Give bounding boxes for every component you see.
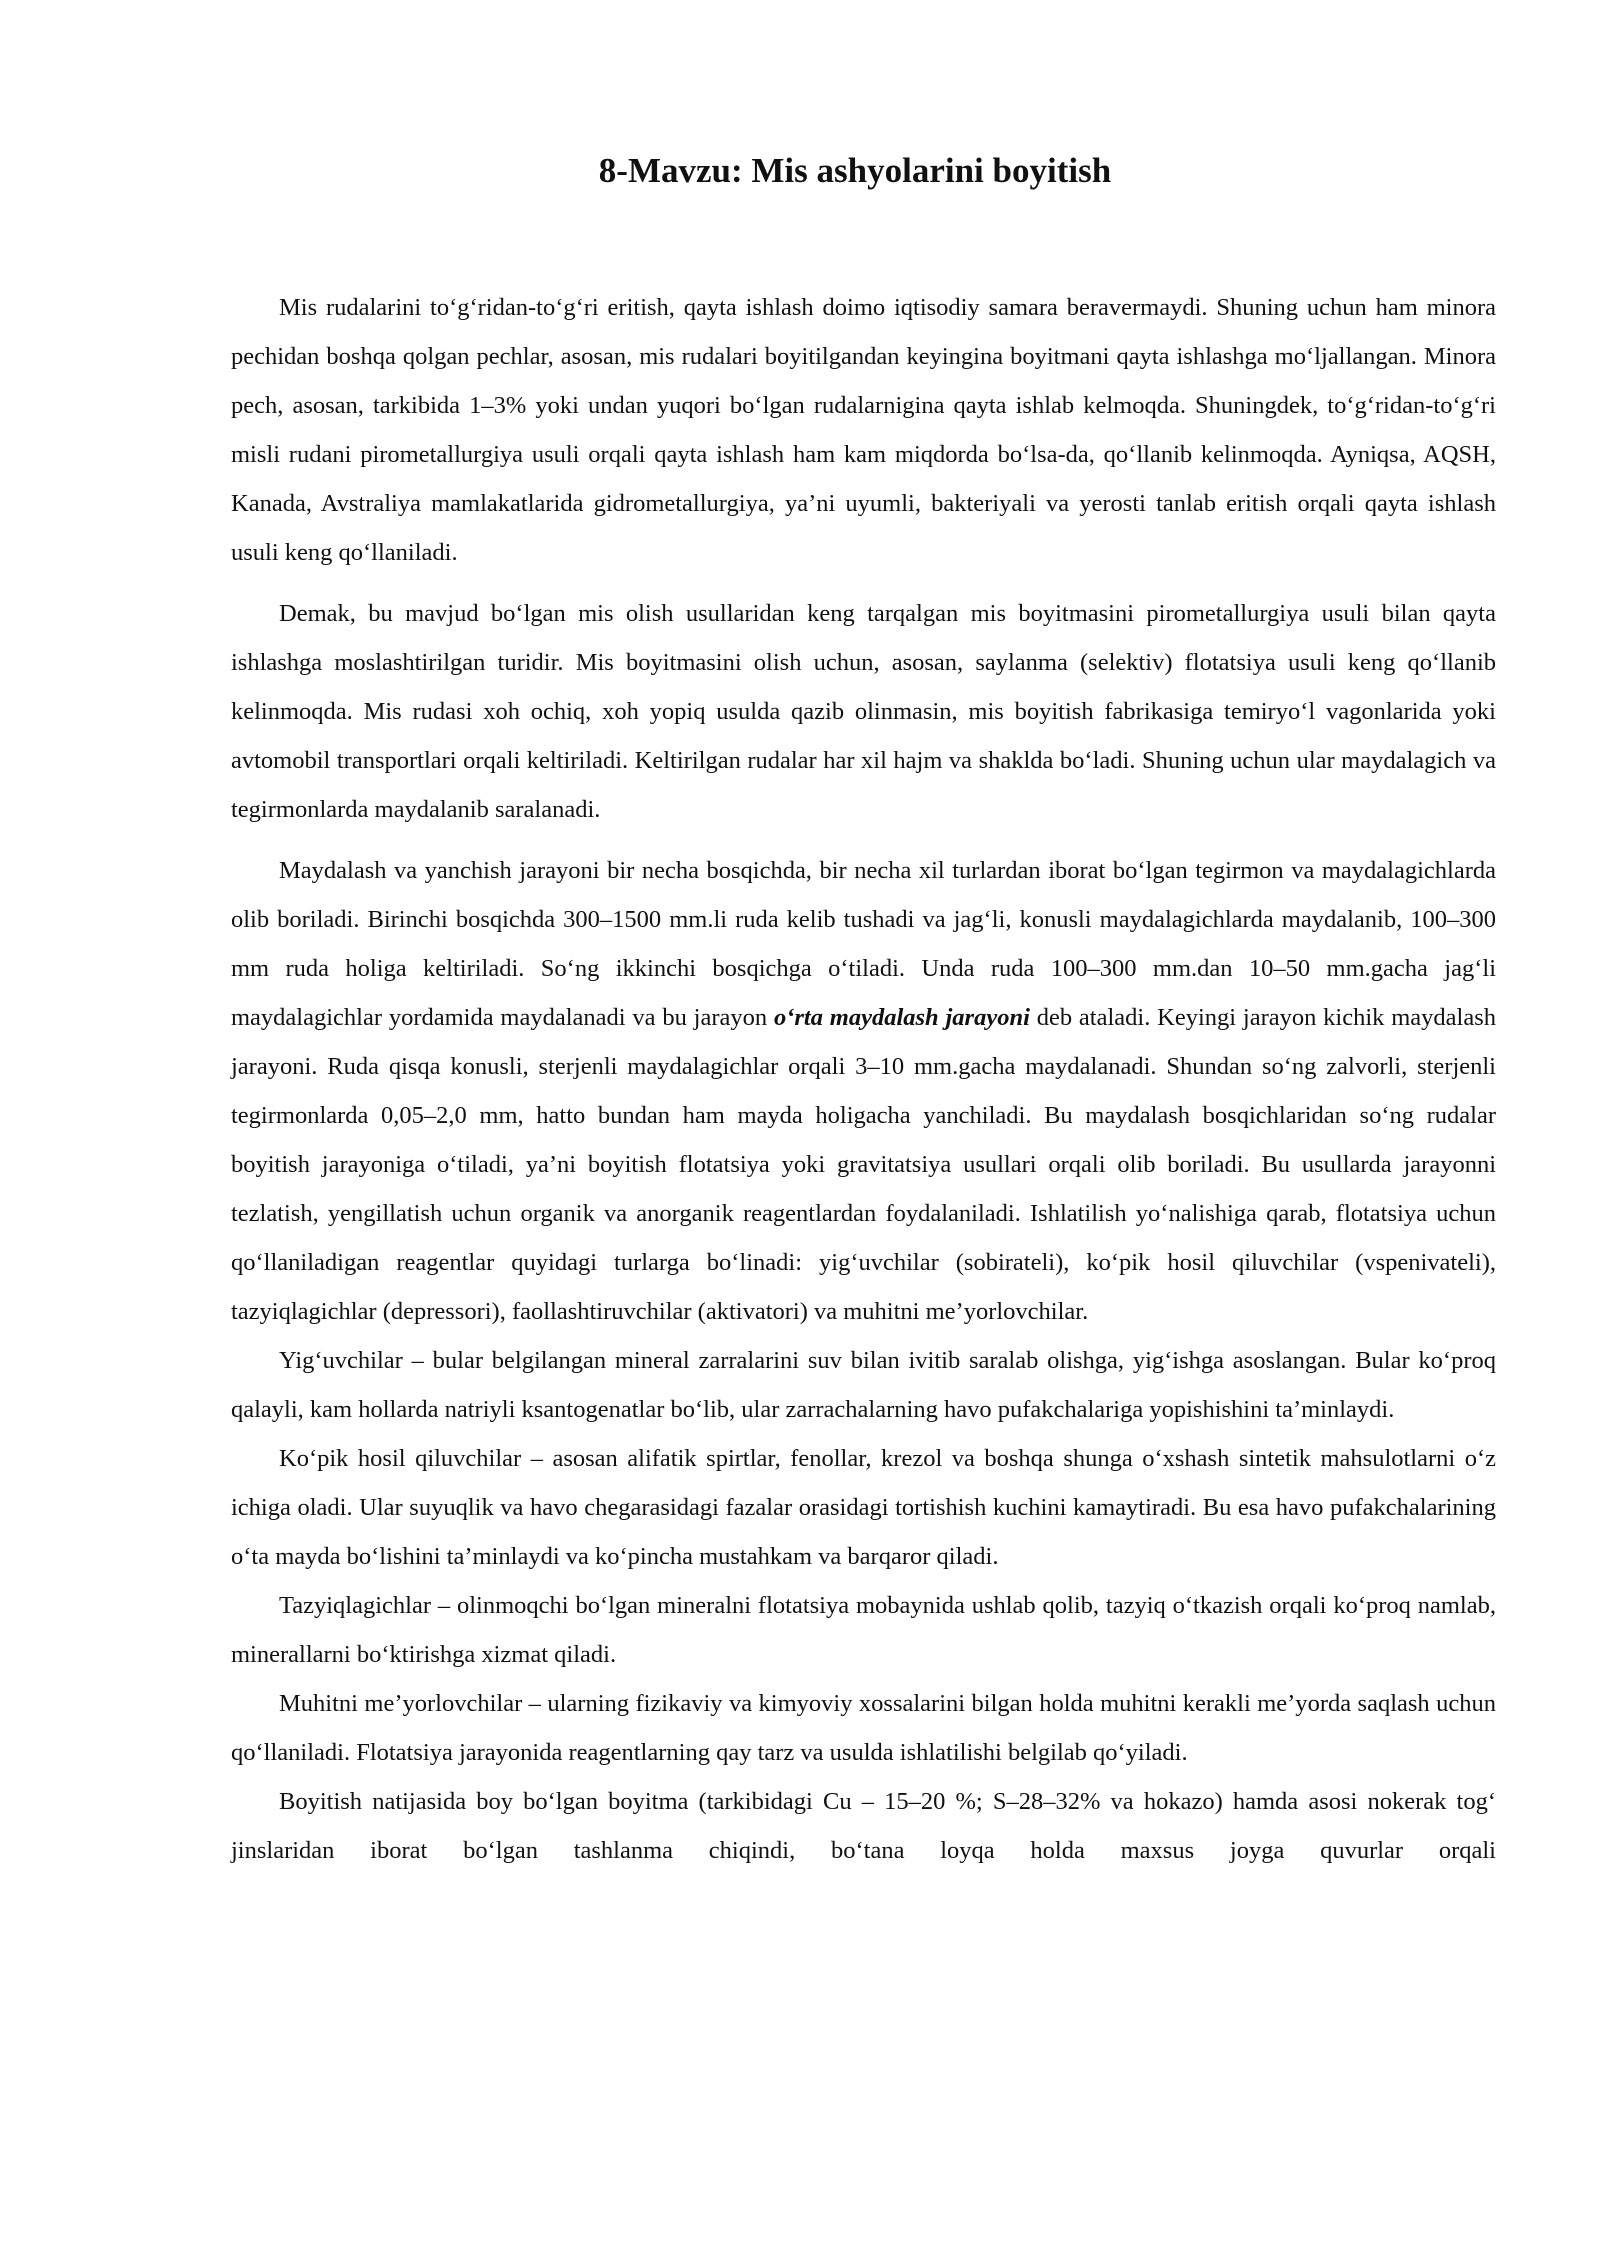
emphasized-term: o‘rta maydalash jarayoni xyxy=(773,1004,1030,1031)
paragraph-8: Boyitish natijasida boy bo‘lgan boyitma (tarkibidagi Cu – 15–20 %; S–28–32% va hokazo) hamda asosi nokerak tog‘ jinslaridan iborat bo‘lgan tashlanma chiqindi, bo‘tana loyqa holda maxsus joyga quvurlar orqali xyxy=(231,1788,1496,1864)
paragraph-4: Yig‘uvchilar – bular belgilangan mineral zarralarini suv bilan ivitib saralab olishga, yig‘ishga asoslangan. Bular ko‘proq qalayli, kam hollarda natriyli ksantogenatlar bo‘lib, ular zarrachalarning havo pufakchalariga yopishishini ta’minlaydi. xyxy=(231,1347,1496,1423)
paragraph-3 xyxy=(231,846,1496,1336)
paragraph-2: Demak, bu mavjud bo‘lgan mis olish usullaridan keng tarqalgan mis boyitmasini pirometallurgiya usuli bilan qayta ishlashga moslashtirilgan turidir. Mis boyitmasini olish uchun, asosan, saylanma (selektiv) flotatsiya usuli keng qo‘llanib kelinmoqda. Mis rudasi xoh ochiq, xoh yopiq usulda qazib olinmasin, mis boyitish fabrikasiga temiryo‘l vagonlarida yoki avtomobil transportlari orqali keltiriladi. Keltirilgan rudalar har xil hajm va shaklda bo‘ladi. Shuning uchun ular maydalagich va tegirmonlarda maydalanib saralanadi. xyxy=(231,600,1496,823)
paragraph-1: Mis rudalarini to‘g‘ridan-to‘g‘ri eritish, qayta ishlash doimo iqtisodiy samara beravermaydi. Shuning uchun ham minora pechidan boshqa qolgan pechlar, asosan, mis rudalari boyitilgandan keyingina boyitmani qayta ishlashga mo‘ljallangan. Minora pech, asosan, tarkibida 1–3% yoki undan yuqori bo‘lgan rudalarnigina qayta ishlab kelmoqda. Shuningdek, to‘g‘ridan-to‘g‘ri misli rudani pirometallurgiya usuli orqali qayta ishlash ham kam miqdorda bo‘lsa-da, qo‘llanib kelinmoqda. Ayniqsa, AQSH, Kanada, Avstraliya mamlakatlarida gidrometallurgiya, ya’ni uyumli, bakteriyali va yerosti tanlab eritish orqali qayta ishlash usuli keng qo‘llaniladi. xyxy=(231,294,1496,566)
document-body xyxy=(231,283,1496,1875)
paragraph-3-text-after: deb ataladi. Keyingi jarayon kichik maydalash jarayoni. Ruda qisqa konusli, sterjenli maydalagichlar orqali 3–10 mm.gacha maydalanadi. Shundan so‘ng zalvorli, sterjenli tegirmonlarda 0,05–2,0 mm, hatto bundan ham mayda holigacha yanchiladi. Bu maydalash bosqichlaridan so‘ng rudalar boyitish jarayoniga o‘tiladi, ya’ni boyitish flotatsiya yoki gravitatsiya usullari orqali olib boriladi. Bu usullarda jarayonni tezlatish, yengillatish uchun organik va anorganik reagentlardan foydalaniladi. Ishlatilish yo‘nalishiga qarab, flotatsiya uchun qo‘llaniladigan reagentlar quyidagi turlarga bo‘linadi: yig‘uvchilar (sobirateli), ko‘pik hosil qiluvchilar (vspenivateli), tazyiqlagichlar (depressori), faollashtiruvchilar (aktivatori) va muhitni me’yorlovchilar. xyxy=(231,1004,1496,1325)
paragraph-7: Muhitni me’yorlovchilar – ularning fizikaviy va kimyoviy xossalarini bilgan holda muhitni kerakli me’yorda saqlash uchun qo‘llaniladi. Flotatsiya jarayonida reagentlarning qay tarz va usulda ishlatilishi belgilab qo‘yiladi. xyxy=(231,1690,1496,1766)
paragraph-5: Ko‘pik hosil qiluvchilar – asosan alifatik spirtlar, fenollar, krezol va boshqa shunga o‘xshash sintetik mahsulotlarni o‘z ichiga oladi. Ular suyuqlik va havo chegarasidagi fazalar orasidagi tortishish kuchini kamaytiradi. Bu esa havo pufakchalarining o‘ta mayda bo‘lishini ta’minlaydi va ko‘pincha mustahkam va barqaror qiladi. xyxy=(231,1445,1496,1570)
paragraph-3-text-before: Maydalash va yanchish jarayoni bir necha bosqichda, bir necha xil turlardan iborat bo‘lgan tegirmon va maydalagichlarda olib boriladi. Birinchi bosqichda 300–1500 mm.li ruda kelib tushadi va jag‘li, konusli maydalagichlarda maydalanib, 100–300 mm ruda holiga keltiriladi. So‘ng ikkinchi bosqichga o‘tiladi. Unda ruda 100–300 mm.dan 10–50 mm.gacha jag‘li maydalagichlar yordamida maydalanadi va bu jarayon xyxy=(231,857,1496,1031)
page-title: 8-Mavzu: Mis ashyolarini boyitish xyxy=(598,151,1112,190)
paragraph-6: Tazyiqlagichlar – olinmoqchi bo‘lgan mineralni flotatsiya mobaynida ushlab qolib, tazyiq o‘tkazish orqali ko‘proq namlab, minerallarni bo‘ktirishga xizmat qiladi. xyxy=(231,1592,1496,1668)
